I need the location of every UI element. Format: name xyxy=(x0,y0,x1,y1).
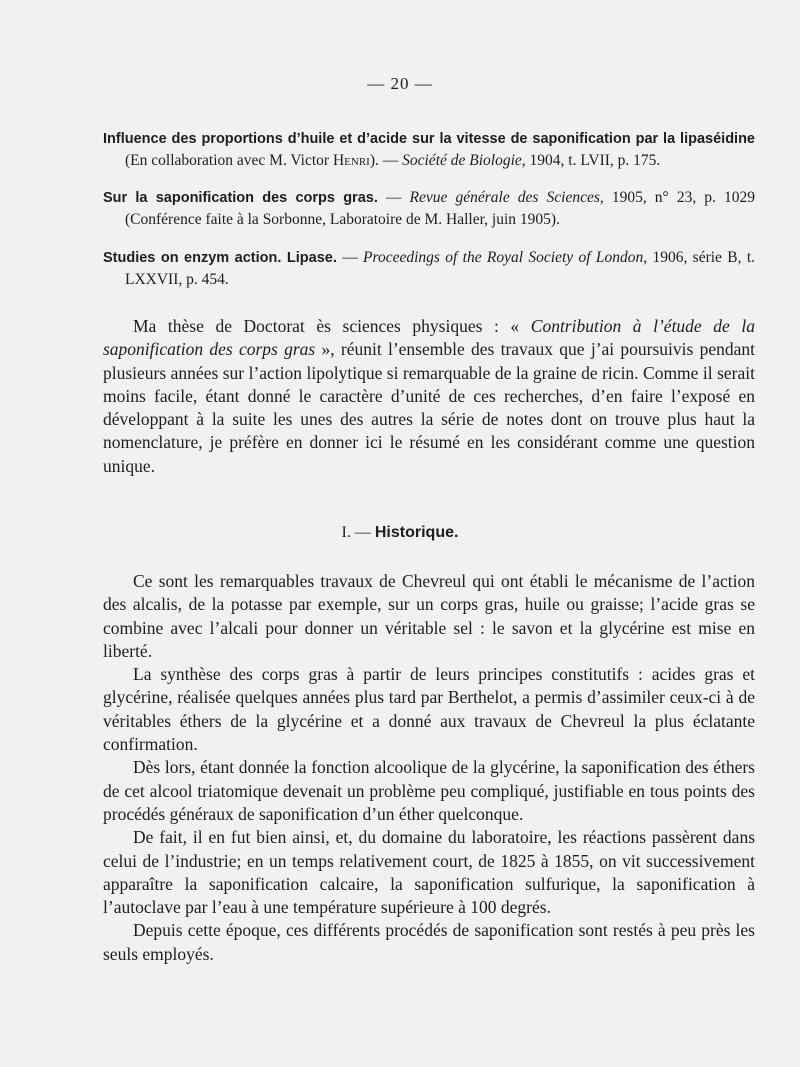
reference-title: Influence des proportions d’huile et d’acide sur la vitesse de saponification par la lipaséidine xyxy=(103,130,755,147)
section-title: Historique. xyxy=(374,524,459,541)
reference-item: Influence des proportions d’huile et d’acide sur la vitesse de saponification par la lipaséidine (En collaboration avec M. Victor Henri). — Société de Biologie, 1904, t. LVII, p. 175. xyxy=(103,130,755,169)
intro-block xyxy=(103,315,755,478)
reference-item: Studies on enzym action. Lipase. — Proceedings of the Royal Society of London, 1906, série B, t. LXXVII, p. 454. xyxy=(103,248,756,288)
body-paragraph: Dès lors, étant donnée la fonction alcoolique de la glycérine, la saponification des éthers de cet alcool triatomique devenait un problème peu compliqué, justifiable en tous points des procédés généraux de saponification d’un éther quelconque. xyxy=(103,757,755,824)
journal-name: Revue générale des Sciences xyxy=(409,189,600,206)
thesis-title: Contribution à l’étude de la saponification des corps gras xyxy=(103,316,755,360)
section-heading: I. — Historique. xyxy=(341,524,459,541)
body-paragraph: Ce sont les remarquables travaux de Chevreul qui ont établi le mécanisme de l’action des alcalis, de la potasse par exemple, sur un corps gras, huile ou graisse; l’acide gras se combine avec l’alcali pour donner un véritable sel : le savon et la glycérine est mise en liberté. xyxy=(103,571,755,661)
reference-list xyxy=(103,112,755,301)
intro-paragraph: Ma thèse de Doctorat ès sciences physiques : « Contribution à l’étude de la saponification des corps gras », réunit l’ensemble des travaux que j’ai poursuivis pendant plusieurs années sur l’action lipolytique si remarquable de la graine de ricin. Comme il serait moins facile, étant donné le caractère d’unité de ces recherches, d’en faire l’exposé en développant à la suite les unes des autres la série de notes dont on trouve plus haut la nomenclature, je préfère en donner ici le résumé en les considérant comme une question unique. xyxy=(103,316,755,476)
body-paragraph: Depuis cette époque, ces différents procédés de saponification sont restés à peu près les seuls employés. xyxy=(103,920,755,964)
body-paragraph: La synthèse des corps gras à partir de leurs principes constitutifs : acides gras et glycérine, réalisée quelques années plus tard par Berthelot, a permis d’assimiler ceux-ci à de véritables éthers de la glycérine et a donné aux travaux de Chevreul la plus éclatante confirmation. xyxy=(103,664,755,755)
author-name: Henri xyxy=(332,151,370,169)
journal-name: Proceedings of the Royal Society of London xyxy=(363,248,644,266)
reference-title: Studies on enzym action. Lipase. xyxy=(103,249,337,266)
history-block xyxy=(103,570,755,966)
page-number: — 20 — xyxy=(367,74,433,93)
reference-title: Sur la saponification des corps gras. xyxy=(103,190,378,206)
journal-name: Société de Biologie xyxy=(402,151,522,169)
reference-item: Sur la saponification des corps gras. — Revue générale des Sciences, 1905, n° 23, p. 1029 (Conférence faite à la Sorbonne, Laboratoire de M. Haller, juin 1905). xyxy=(103,189,756,228)
body-paragraph: De fait, il en fut bien ainsi, et, du domaine du laboratoire, les réactions passèrent dans celui de l’industrie; en un temps relativement court, de 1825 à 1855, on vit successivement apparaître la saponification calcaire, la saponification sulfurique, la saponification à l’autoclave par l’eau à une température supérieure à 100 degrés. xyxy=(103,827,755,918)
